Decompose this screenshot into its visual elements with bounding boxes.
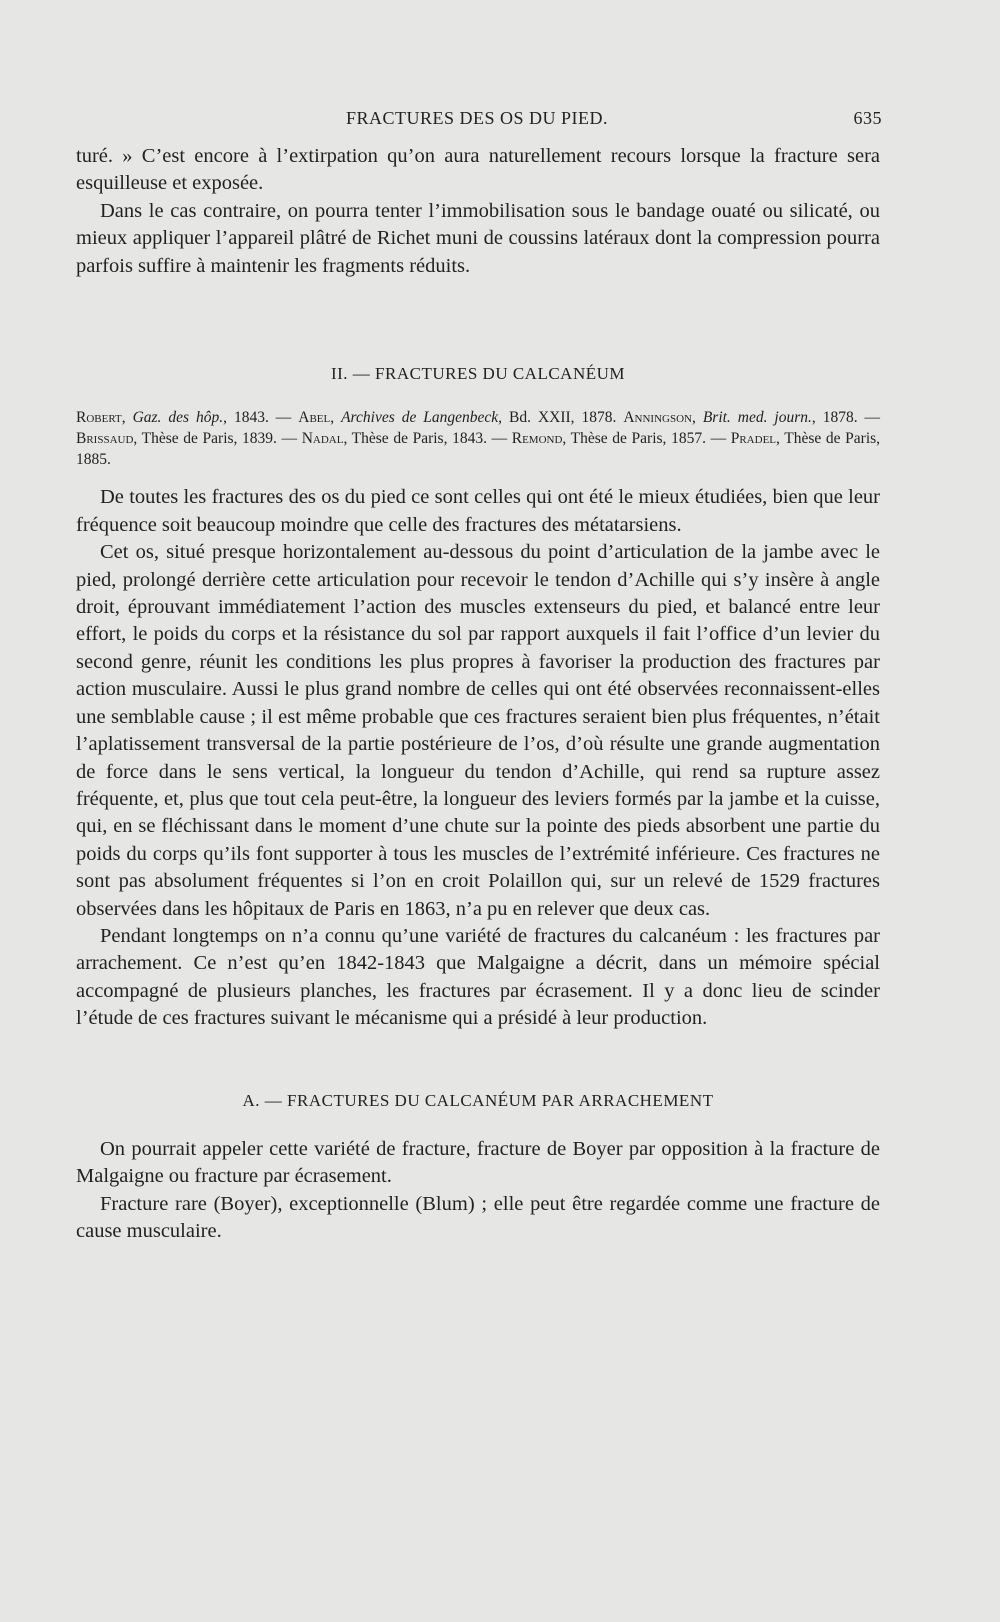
paragraph: Dans le cas contraire, on pourra tenter l’immobilisation sous le bandage ouaté ou silicaté, ou mieux appliquer l’appareil plâtré de Richet muni de coussins latéraux dont la compression pourra parfois suffire à maintenir les fragments réduits. <box>76 199 880 277</box>
ref-detail: Thèse de Paris, 1843. — <box>347 430 512 448</box>
page-body <box>76 143 880 1246</box>
paragraph: On pourrait appeler cette variété de fracture, fracture de Boyer par opposition à la fracture de Malgaigne ou fracture par écrasement. <box>76 1137 880 1188</box>
section-heading: II. — FRACTURES DU CALCANÉUM <box>330 364 626 384</box>
ref-source: Gaz. des hôp. <box>132 409 224 427</box>
ref-author: Nadal, <box>301 430 348 448</box>
paragraph: Pendant longtemps on n’a connu qu’une variété de fractures du calcanéum : les fractures par arrachement. Ce n’est qu’en 1842-1843 que Malgaigne a décrit, dans un mémoire spécial accompagné de plusieurs planches, les fractures par écrasement. Il y a donc lieu de scinder l’étude de ces fractures suivant le mécanisme qui a présidé à leur production. <box>76 924 880 1030</box>
ref-detail: Thèse de Paris, 1857. — <box>566 430 731 448</box>
bibliography <box>76 407 880 470</box>
ref-detail: , 1843. — <box>223 409 299 427</box>
running-header <box>72 108 882 138</box>
paragraph: Fracture rare (Boyer), exceptionnelle (Blum) ; elle peut être regardée comme une fracture de cause musculaire. <box>76 1192 880 1243</box>
ref-author: Anningson, <box>623 409 696 427</box>
ref-author: Robert, <box>76 409 126 427</box>
ref-author: Pradel, <box>730 430 780 448</box>
subsection-heading: A. — FRACTURES DU CALCANÉUM PAR ARRACHEMENT <box>242 1090 714 1110</box>
ref-detail: Thèse de Paris, 1839. — <box>137 430 302 448</box>
ref-author: Remond, <box>511 430 567 448</box>
ref-author: Brissaud, <box>76 430 138 448</box>
paragraph: De toutes les fractures des os du pied ce sont celles qui ont été le mieux étudiées, bien que leur fréquence soit beaucoup moindre que celle des fractures des métatarsiens. <box>76 486 880 536</box>
paragraph: turé. » C’est encore à l’extirpation qu’on aura naturellement recours lorsque la fracture sera esquilleuse et exposée. <box>76 145 880 195</box>
ref-author: Abel, <box>298 409 335 427</box>
ref-detail: , 1878. — <box>811 409 881 427</box>
page-number: 635 <box>853 108 882 128</box>
running-title: FRACTURES DES OS DU PIED. <box>345 108 609 128</box>
ref-source: Archives de Langenbeck, <box>341 409 503 427</box>
ref-source: Brit. med. journ. <box>702 409 812 427</box>
paragraph: Cet os, situé presque horizontalement au-dessous du point d’articulation de la jambe avec le pied, prolongé derrière cette articulation pour recevoir le tendon d’Achille qui s’y insère à angle droit, éprouvant immédiatement l’action des muscles extenseurs du pied, et balancé entre leur effort, le poids du corps et la résistance du sol par rapport auxquels il fait l’office d’un levier du second genre, réunit les conditions les plus propres à favoriser la production des fractures par action musculaire. Aussi le plus grand nombre de celles qui ont été observées reconnaissent-elles une semblable cause ; il est même probable que ces fractures seraient bien plus fréquentes, n’était l’aplatissement transversal de la partie postérieure de l’os, d’où résulte une grande augmentation de force dans le sens vertical, la longueur du tendon d’Achille, qui rend sa rupture assez fréquente, et, plus que tout cela peut-être, la longueur des leviers formés par la jambe et la cuisse, qui, en se fléchissant dans le moment d’une chute sur la pointe des pieds absorbent une partie du poids du corps qu’ils font supporter à tous les muscles de l’extrémité inférieure. Ces fractures ne sont pas absolument fréquentes si l’on en croit Polaillon qui, sur un relevé de 1529 fractures observées dans les hôpitaux de Paris en 1863, n’a pu en relever que deux cas. <box>76 541 880 920</box>
ref-detail: Bd. XXII, 1878. <box>502 409 624 427</box>
ref-detail: Thèse de Paris, 1885. <box>76 430 881 469</box>
